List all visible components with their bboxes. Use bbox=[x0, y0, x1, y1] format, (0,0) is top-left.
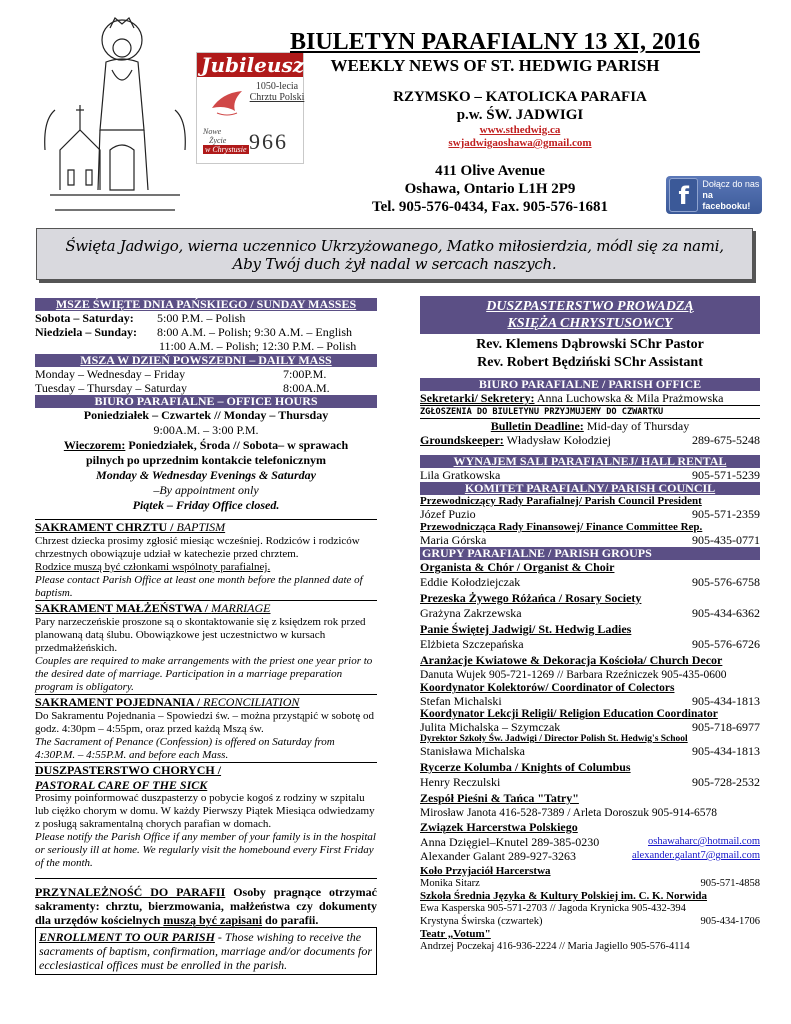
sat-label: Sobota – Saturday: bbox=[35, 311, 134, 325]
reconciliation-title: SAKRAMENT POJEDNANIA / bbox=[35, 695, 204, 709]
school-phone: 905-434-1813 bbox=[692, 744, 760, 758]
marriage-text-en: Couples are required to make arrangements with the priest one year prior to the desired date of marriage. Participation in a marriage preparation program is obligatory. bbox=[35, 655, 373, 693]
flowers: Danuta Wujek 905-721-1269 // Barbara Rzeźniczek 905-435-0600 bbox=[420, 669, 727, 681]
groundskeeper: Władysław Kołodziej bbox=[506, 433, 611, 447]
sun-value1: 8:00 A.M. – Polish; 9:30 A.M. – English bbox=[157, 325, 353, 339]
sat-value: 5:00 P.M. – Polish bbox=[157, 311, 246, 325]
reconciliation-text-en: The Sacrament of Penance (Confession) is offered on Saturday from 4:30P.M. – 4:55P.M. and before each Mass. bbox=[35, 736, 335, 761]
prayer-line2: Aby Twój duch żył nadal w sercach naszych. bbox=[232, 255, 557, 273]
baptism-title-en: BAPTISM bbox=[176, 520, 226, 534]
highschool1: Ewa Kasperska 905-571-2703 // Jagoda Krynicka 905-432-394 bbox=[420, 903, 686, 914]
marriage-title-en: MARRIAGE bbox=[211, 601, 271, 615]
groups-header: GRUPY PARAFIALNE / PARISH GROUPS bbox=[420, 547, 760, 560]
votum: Andrzej Poczekaj 416-936-2224 // Maria Jagiello 905-576-4114 bbox=[420, 941, 690, 952]
baptism-text-pl2: Rodzice muszą być członkami wspólnoty parafialnej. bbox=[35, 561, 271, 573]
bulletin-subtitle: WEEKLY NEWS OF ST. HEDWIG PARISH bbox=[330, 56, 660, 75]
collectors: Stefan Michalski bbox=[420, 694, 502, 708]
school-label: Dyrektor Szkoły Św. Jadwigi / Director Polish St. Hedwig's School bbox=[420, 734, 688, 744]
bulletin-deadline-label: Bulletin Deadline: bbox=[490, 419, 584, 433]
religion: Julita Michalska – Szymczak bbox=[420, 720, 561, 734]
office-days: Poniedziałek – Czwartek // Monday – Thursday bbox=[83, 408, 329, 422]
parish-line1: RZYMSKO – KATOLICKA PARAFIA bbox=[393, 89, 647, 105]
organist: Eddie Kołodziejczak bbox=[420, 575, 521, 589]
organist-phone: 905-576-6758 bbox=[692, 575, 760, 589]
scouts2: Alexander Galant 289-927-3263 bbox=[420, 849, 576, 863]
jubilee-banner: Jubileusz bbox=[197, 53, 303, 77]
evenings-en: Monday & Wednesday Evenings & Saturday bbox=[96, 468, 316, 482]
jubilee-nowe1: Nowe bbox=[203, 127, 222, 136]
clergy-header1: DUSZPASTERSTWO PROWADZĄ bbox=[486, 299, 694, 314]
left-column bbox=[35, 298, 377, 975]
ladies-label: Panie Świętej Jadwigi/ St. Hedwig Ladies bbox=[420, 622, 632, 636]
finance: Maria Górska bbox=[420, 533, 487, 547]
jubilee-year: 966 bbox=[249, 129, 288, 154]
weekday1-label: Monday – Wednesday – Friday bbox=[35, 367, 186, 381]
religion-label: Koordynator Lekcji Religii/ Religion Education Coordinator bbox=[420, 708, 718, 720]
weekday-header: MSZA W DZIEŃ POWSZEDNI – DAILY MASS bbox=[35, 354, 377, 367]
tatry: Mirosław Janota 416-528-7389 / Arleta Doroszuk 905-914-6578 bbox=[420, 807, 718, 819]
bulletin-deadline: Mid-day of Thursday bbox=[586, 419, 690, 433]
enrollment-box bbox=[35, 927, 377, 975]
sick-title1: DUSZPASTERSTWO CHORYCH / bbox=[35, 762, 377, 778]
reconciliation-title-en: RECONCILIATION bbox=[203, 695, 300, 709]
scouts1-email[interactable]: oshawaharc@hotmail.com bbox=[647, 836, 760, 847]
column-divider bbox=[400, 296, 401, 996]
jubilee-nowe3: w Chrystusie bbox=[205, 145, 247, 154]
sick-text-pl: Prosimy poinformować duszpasterzy o pobycie kogoś z rodziny w szpitalu lub ciężko chorym w domu. W każdy Pierwszy Piątek Miesiąca odwiedzamy z posługą sakramentalną chorych parafian w domach. bbox=[35, 792, 375, 830]
baptism-title: SAKRAMENT CHRZTU / bbox=[35, 520, 177, 534]
ladies: Elżbieta Szczepańska bbox=[420, 637, 524, 651]
facebook-icon: f bbox=[669, 178, 698, 212]
prayer-box bbox=[36, 228, 753, 280]
weekday1-time: 7:00P.M. bbox=[283, 367, 327, 381]
knights-phone: 905-728-2532 bbox=[692, 775, 760, 789]
baptism-text-en: Please contact Parish Office at least one month before the planned date of baptism. bbox=[35, 574, 363, 599]
friends-label: Koło Przyjaciół Harcerstwa bbox=[420, 865, 551, 877]
scouts2-email[interactable]: alexander.galant7@gmail.com bbox=[631, 850, 760, 861]
email-link[interactable]: swjadwigaoshawa@gmail.com bbox=[448, 137, 592, 149]
evenings-text: Poniedziałek, Środa // Sobota– w sprawach pilnych po uprzednim kontakcie telefonicznym bbox=[85, 438, 349, 467]
collectors-phone: 905-434-1813 bbox=[692, 694, 760, 708]
office-closed: Piątek – Friday Office closed. bbox=[132, 498, 280, 512]
enrollment-text: - Those wishing to receive the sacraments of baptism, confirmation, marriage and/or documents for ecclesiastical offices must be enrolled in the parish. bbox=[39, 930, 372, 972]
website-link[interactable]: www.sthedwig.ca bbox=[479, 124, 561, 136]
knights: Henry Reczulski bbox=[420, 775, 501, 789]
membership-text: Osoby pragnące otrzymać sakramenty: chrztu, bierzmowania, małżeństwa czy dokumenty dla urzędów kościelnych bbox=[35, 885, 377, 927]
membership-text3: do parafii. bbox=[265, 913, 319, 927]
bulletin-note: ZGŁOSZENIA DO BIULETYNU PRZYJMUJEMY DO CZWARTKU bbox=[420, 405, 760, 419]
secretaries-label: Sekretarki/ Sekretery: bbox=[420, 391, 535, 405]
tatry-label: Zespół Pieśni & Tańca "Tatry" bbox=[420, 791, 579, 805]
school: Stanisława Michalska bbox=[420, 744, 525, 758]
sick-title2: PASTORAL CARE OF THE SICK bbox=[35, 778, 208, 792]
facebook-button[interactable] bbox=[666, 176, 762, 214]
organist-label: Organista & Chór / Organist & Choir bbox=[420, 560, 615, 574]
rosary-label: Prezeska Żywego Różańca / Rosary Society bbox=[420, 591, 642, 605]
scouts-label: Związek Harcerstwa Polskiego bbox=[420, 820, 578, 834]
marriage-text-pl: Pary narzeczeńskie proszone są o skontaktowanie się z księdzem rok przed planowaną datą ślubu. Obowiązkowe jest uczestnictwo w kursach przedmałżeńskich. bbox=[35, 616, 366, 654]
hall-name: Lila Gratkowska bbox=[420, 468, 501, 482]
reconciliation-text-pl: Do Sakramentu Pojednania – Spowiedzi św. – można przystąpić w sobotę od godz. 4:30pm – 4:55pm, oraz przed każdą Mszą św. bbox=[35, 710, 374, 735]
council-header: KOMITET PARAFIALNY/ PARISH COUNCIL bbox=[420, 482, 760, 495]
bulletin-title: BIULETYN PARAFIALNY 13 XI, 2016 bbox=[289, 29, 701, 55]
sun-value2: 11:00 A.M. – Polish; 12:30 P.M. – Polish bbox=[159, 339, 357, 353]
weekday2-time: 8:00A.M. bbox=[283, 381, 330, 395]
flowers-label: Aranżacje Kwiatowe & Dekoracja Kościoła/ Church Decor bbox=[420, 653, 723, 667]
enrollment-title: ENROLLMENT TO OUR PARISH bbox=[39, 930, 215, 944]
parish-office-header: BIURO PARAFIALNE / PARISH OFFICE bbox=[420, 378, 760, 391]
finance-label: Przewodnicząca Rady Finansowej/ Finance Committee Rep. bbox=[420, 521, 703, 533]
rosary: Grażyna Zakrzewska bbox=[420, 606, 522, 620]
ladies-phone: 905-576-6726 bbox=[692, 637, 760, 651]
sun-label: Niedziela – Sunday: bbox=[35, 325, 138, 339]
evenings-label: Wieczorem: bbox=[63, 438, 126, 452]
office-time: 9:00A.M. – 3:00 P.M. bbox=[153, 423, 259, 437]
collectors-label: Koordynator Kolektorów/ Coordinator of Colectors bbox=[420, 682, 675, 694]
masses-header: MSZE ŚWIĘTE DNIA PAŃSKIEGO / SUNDAY MASSES bbox=[35, 298, 377, 311]
council-pres-label: Przewodniczący Rady Parafialnej/ Parish Council President bbox=[420, 495, 702, 507]
friends-phone: 905-571-4858 bbox=[700, 878, 760, 889]
highschool2-phone: 905-434-1706 bbox=[700, 916, 760, 927]
finance-phone: 905-435-0771 bbox=[692, 533, 760, 547]
parish-line2: p.w. ŚW. JADWIGI bbox=[456, 107, 584, 123]
facebook-text2: na facebooku! bbox=[702, 189, 751, 211]
groundskeeper-label: Groundskeeper: bbox=[420, 433, 504, 447]
hall-rental-header: WYNAJEM SALI PARAFIALNEJ/ HALL RENTAL bbox=[420, 455, 760, 468]
prayer-line1: Święta Jadwigo, wierna uczennico Ukrzyżowanego, Matko miłosierdzia, módl się za nami, bbox=[65, 237, 724, 255]
sick-text-en: Please notify the Parish Office if any member of your family is in the hospital or seriously ill at home. We regularly visit the homebound every First Friday of the month. bbox=[35, 831, 376, 869]
weekday2-label: Tuesday – Thursday – Saturday bbox=[35, 381, 187, 395]
knights-label: Rycerze Kolumba / Knights of Columbus bbox=[420, 760, 631, 774]
jubilee-sub2: Chrztu Polski bbox=[249, 92, 305, 103]
membership-text2: muszą być zapisani bbox=[163, 913, 263, 927]
appointment-note: –By appointment only bbox=[153, 483, 259, 497]
phone-line: Tel. 905-576-0434, Fax. 905-576-1681 bbox=[371, 199, 609, 215]
pastor: Rev. Klemens Dąbrowski SChr Pastor bbox=[476, 337, 704, 352]
religion-phone: 905-718-6977 bbox=[692, 720, 760, 734]
highschool-label: Szkoła Średnia Języka & Kultury Polskiej im. C. K. Norwida bbox=[420, 890, 708, 902]
clergy-header bbox=[420, 296, 760, 334]
dove-icon bbox=[207, 83, 247, 123]
council-pres: Józef Puzio bbox=[420, 507, 476, 521]
jubilee-sub1: 1050-lecia bbox=[255, 81, 299, 92]
groundskeeper-phone: 289-675-5248 bbox=[692, 433, 760, 447]
highschool2: Krystyna Świrska (czwartek) bbox=[420, 916, 543, 927]
office-hours-header: BIURO PARAFIALNE – OFFICE HOURS bbox=[35, 395, 377, 408]
baptism-text-pl: Chrzest dziecka prosimy zgłosić miesiąc wcześniej. Rodziców i rodziców chrzestnych obowiązuje udział w katechezie przed chrztem. bbox=[35, 535, 360, 560]
church-illustration bbox=[40, 10, 190, 230]
address-line1: 411 Olive Avenue bbox=[435, 163, 545, 179]
friends: Monika Sitarz bbox=[420, 878, 480, 889]
clergy-header2: KSIĘŻA CHRYSTUSOWCY bbox=[507, 316, 673, 331]
marriage-title: SAKRAMENT MAŁŻEŃSTWA / bbox=[35, 601, 212, 615]
scouts1: Anna Dzięgiel–Knutel 289-385-0230 bbox=[420, 835, 600, 849]
secretaries: Anna Luchowska & Mila Prażmowska bbox=[536, 391, 724, 405]
assistant: Rev. Robert Będziński SChr Assistant bbox=[477, 355, 703, 370]
hall-phone: 905-571-5239 bbox=[692, 468, 760, 482]
council-pres-phone: 905-571-2359 bbox=[692, 507, 760, 521]
right-column bbox=[420, 296, 760, 953]
address-line2: Oshawa, Ontario L1H 2P9 bbox=[404, 181, 576, 197]
votum-label: Teatr „Votum" bbox=[420, 928, 491, 940]
membership-title: PRZYNALEŻNOŚĆ DO PARAFII bbox=[35, 885, 226, 899]
jubilee-nowe2: Życie bbox=[209, 136, 227, 145]
facebook-text1: Dołącz do nas bbox=[702, 178, 760, 189]
rosary-phone: 905-434-6362 bbox=[692, 606, 760, 620]
